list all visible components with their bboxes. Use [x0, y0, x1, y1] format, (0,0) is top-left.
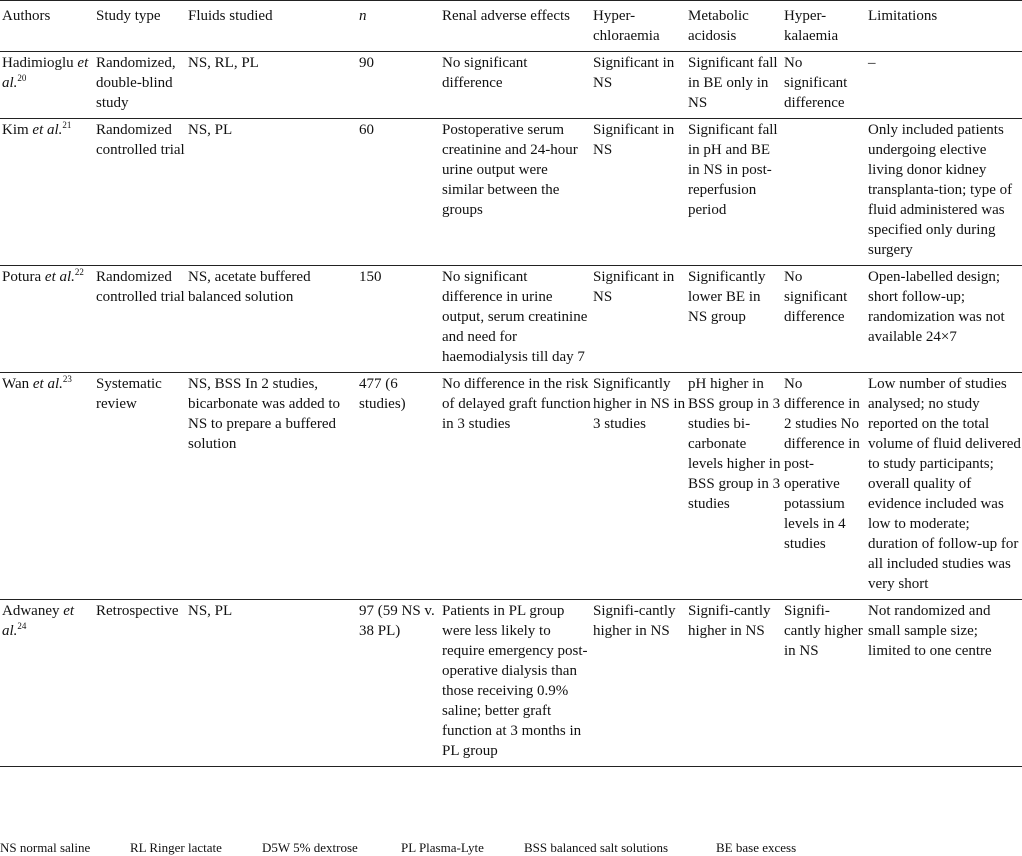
table-row: [0, 373, 1022, 600]
author-etal: et al.: [2, 603, 75, 639]
cell-fluids: NS, RL, PL: [188, 55, 259, 71]
cell-hyperkalaemia: [782, 119, 866, 266]
cell-author: [0, 52, 94, 119]
header-hyperchloraemia: Hyper-chloraemia: [593, 8, 660, 44]
cell-fluids: NS, PL: [188, 603, 233, 619]
cell-hyperkalaemia: Signifi-cantly higher in NS: [784, 603, 863, 659]
author-etal: et al.: [2, 55, 89, 91]
cell-fluids: NS, PL: [188, 122, 233, 138]
cell-metabolic-acidosis: Significant fall in pH and BE in NS in post-reperfusion period: [688, 122, 778, 218]
cell-study-type: Randomized controlled trial: [96, 269, 185, 305]
cell-study-type: Randomized, double-blind study: [96, 55, 176, 111]
cell-metabolic-acidosis: Signifi-cantly higher in NS: [688, 603, 771, 639]
cell-hyperkalaemia: No difference in 2 studies No difference in post-operative potassium levels in 4 studies: [784, 376, 860, 552]
cell-renal: Postoperative serum creatinine and 24-hour urine output were similar between the groups: [442, 122, 578, 218]
footnote-pl: PL Plasma-Lyte: [401, 840, 484, 855]
cell-hyperchloraemia: Significant in NS: [593, 122, 675, 158]
table-footnote: [0, 839, 1022, 856]
header-renal: Renal adverse effects: [442, 8, 570, 24]
reference-number: 22: [74, 267, 84, 277]
cell-limitations: Not randomized and small sample size; limited to one centre: [868, 603, 992, 659]
author-etal: et al.: [32, 376, 63, 392]
cell-fluids: NS, acetate buffered balanced solution: [188, 269, 311, 305]
author-name: Potura: [2, 269, 42, 285]
footnote-bss: BSS balanced salt solutions: [524, 840, 669, 855]
cell-hyperkalaemia: No significant difference: [784, 55, 848, 111]
footnote-be: BE base excess: [716, 840, 797, 855]
cell-hyperchloraemia: Significant in NS: [593, 55, 675, 91]
cell-n: 90: [359, 55, 374, 71]
cell-hyperchloraemia: Significant in NS: [593, 269, 675, 305]
reference-number: 23: [62, 374, 72, 384]
cell-n: 150: [359, 269, 382, 285]
cell-author: [0, 266, 94, 373]
cell-hyperkalaemia: No significant difference: [784, 269, 848, 325]
footnote-d5w: D5W 5% dextrose: [262, 840, 358, 855]
cell-n: 97 (59 NS v. 38 PL): [359, 603, 435, 639]
reference-number: 20: [17, 73, 27, 83]
reference-number: 24: [17, 621, 27, 631]
cell-study-type: Systematic review: [96, 376, 162, 412]
cell-study-type: Retrospective: [96, 603, 179, 619]
cell-author: [0, 600, 94, 767]
cell-hyperchloraemia: Signifi-cantly higher in NS: [593, 603, 676, 639]
cell-study-type: Randomized controlled trial: [96, 122, 185, 158]
cell-metabolic-acidosis: pH higher in BSS group in 3 studies bi-carbonate levels higher in BSS group in 3 studies: [688, 376, 781, 512]
cell-renal: Patients in PL group were less likely to require emergency post-operative dialysis than those receiving 0.9% saline; better graft function at 3 months in PL group: [442, 603, 588, 759]
table-row: [0, 52, 1022, 119]
table-row: [0, 266, 1022, 373]
table-header-row: [0, 1, 1022, 52]
author-name: Hadimioglu: [2, 55, 74, 71]
cell-limitations: –: [868, 55, 876, 71]
cell-hyperchloraemia: Significantly higher in NS in 3 studies: [593, 376, 686, 432]
reference-number: 21: [62, 120, 72, 130]
author-name: Wan: [2, 376, 30, 392]
author-name: Kim: [2, 122, 29, 138]
cell-limitations: Open-labelled design; short follow-up; randomization was not available 24×7: [868, 269, 1005, 345]
author-name: Adwaney: [2, 603, 60, 619]
header-fluids: Fluids studied: [188, 8, 273, 24]
cell-n: 477 (6 studies): [359, 376, 406, 412]
author-etal: et al.: [32, 122, 63, 138]
header-n: n: [359, 8, 367, 24]
cell-n: 60: [359, 122, 374, 138]
header-authors: Authors: [2, 8, 51, 24]
header-hyperkalaemia: Hyper-kalaemia: [784, 8, 839, 44]
cell-author: [0, 373, 94, 600]
cell-renal: No significant difference: [442, 55, 528, 91]
cell-metabolic-acidosis: Significantly lower BE in NS group: [688, 269, 766, 325]
cell-metabolic-acidosis: Significant fall in BE only in NS: [688, 55, 778, 111]
header-study-type: Study type: [96, 8, 161, 24]
footnote-rl: RL Ringer lactate: [130, 840, 222, 855]
cell-author: [0, 119, 94, 266]
header-limitations: Limitations: [868, 8, 938, 24]
cell-fluids: NS, BSS In 2 studies, bicarbonate was added to NS to prepare a buffered solution: [188, 376, 341, 452]
cell-renal: No difference in the risk of delayed graft function in 3 studies: [442, 376, 591, 432]
footnote-ns: NS normal saline: [0, 840, 91, 855]
cell-limitations: Only included patients undergoing elective living donor kidney transplanta-tion; type of fluid administered was specified only during surgery: [868, 122, 1013, 258]
author-etal: et al.: [44, 269, 75, 285]
cell-renal: No significant difference in urine output, serum creatinine and need for haemodialysis till day 7: [442, 269, 588, 365]
table-row: [0, 119, 1022, 266]
cell-limitations: Low number of studies analysed; no study reported on the total volume of fluid delivered to study participants; overall quality of evidence included was low to moderate; duration of follow-up for all included studies was very short: [868, 376, 1021, 592]
header-metabolic-acidosis: Metabolic acidosis: [688, 8, 749, 44]
table-row: [0, 600, 1022, 767]
